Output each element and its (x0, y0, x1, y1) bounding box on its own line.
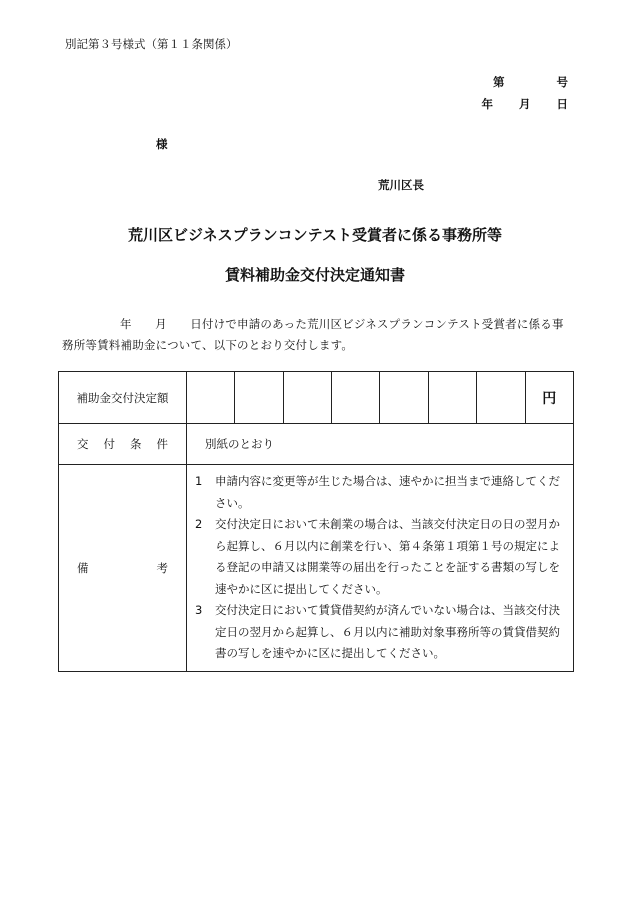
amount-label: 補助金交付決定額 (59, 372, 187, 424)
condition-label-char: 交 (77, 437, 89, 451)
note-item (195, 514, 565, 600)
date-month: 月 (519, 97, 531, 111)
issue-date-line (482, 96, 569, 112)
document-number-line (493, 74, 568, 90)
note-number: 2 (194, 517, 203, 531)
note-number: 1 (194, 474, 203, 488)
sender-name: 荒川区長 (378, 178, 424, 192)
condition-label-char: 付 (103, 437, 115, 451)
amount-row (59, 372, 574, 424)
amount-digit-cell (428, 372, 476, 424)
document-title-line-2: 賃料補助金交付決定通知書 (224, 266, 405, 284)
note-text: 交付決定日において未創業の場合は、当該交付決定日の日の翌月から起算し、６月以内に創業を行い、第４条第１項第１号の規定による登記の申請又は開業等の届出を行ったことを証する書類の写しを速やかに区に提出してください。 (214, 517, 560, 596)
note-text: 交付決定日において賃貸借契約が済んでいない場合は、当該交付決定日の翌月から起算し、６月以内に補助対象事務所等の賃貸借契約書の写しを速やかに区に提出してください。 (214, 603, 560, 660)
yen-unit: 円 (525, 372, 573, 424)
amount-digit-cell (332, 372, 380, 424)
document-title-line-1: 荒川区ビジネスプランコンテスト受賞者に係る事務所等 (128, 226, 502, 244)
form-number-label: 別記第３号様式（第１１条関係） (65, 37, 238, 51)
amount-digit-cell (283, 372, 331, 424)
date-day: 日 (556, 97, 568, 111)
number-suffix: 号 (556, 75, 568, 89)
amount-digit-cell (235, 372, 283, 424)
amount-digit-cell (186, 372, 234, 424)
amount-digit-cell (477, 372, 525, 424)
condition-row (59, 424, 574, 465)
condition-label-char: 件 (156, 437, 168, 451)
date-year: 年 (481, 97, 493, 111)
note-item (195, 471, 565, 514)
amount-digit-cell (380, 372, 428, 424)
note-number: 3 (194, 603, 203, 617)
note-item (195, 600, 565, 665)
addressee-honorific: 様 (156, 137, 168, 151)
notes-label-char: 考 (156, 560, 168, 575)
condition-label-char: 条 (129, 437, 142, 451)
notes-content (186, 465, 573, 672)
condition-label (59, 424, 187, 465)
intro-paragraph: 年 月 日付けで申請のあった荒川区ビジネスプランコンテスト受賞者に係る事務所等賃料補助金について、以下のとおり交付します。 (62, 317, 564, 352)
note-text: 申請内容に変更等が生じた場合は、速やかに担当まで連絡してください。 (214, 474, 560, 510)
number-prefix: 第 (493, 75, 505, 89)
notes-row (59, 465, 574, 672)
notes-label (59, 465, 187, 672)
decision-table (58, 371, 574, 672)
notes-label-char: 備 (77, 560, 89, 575)
condition-value: 別紙のとおり (186, 424, 573, 465)
